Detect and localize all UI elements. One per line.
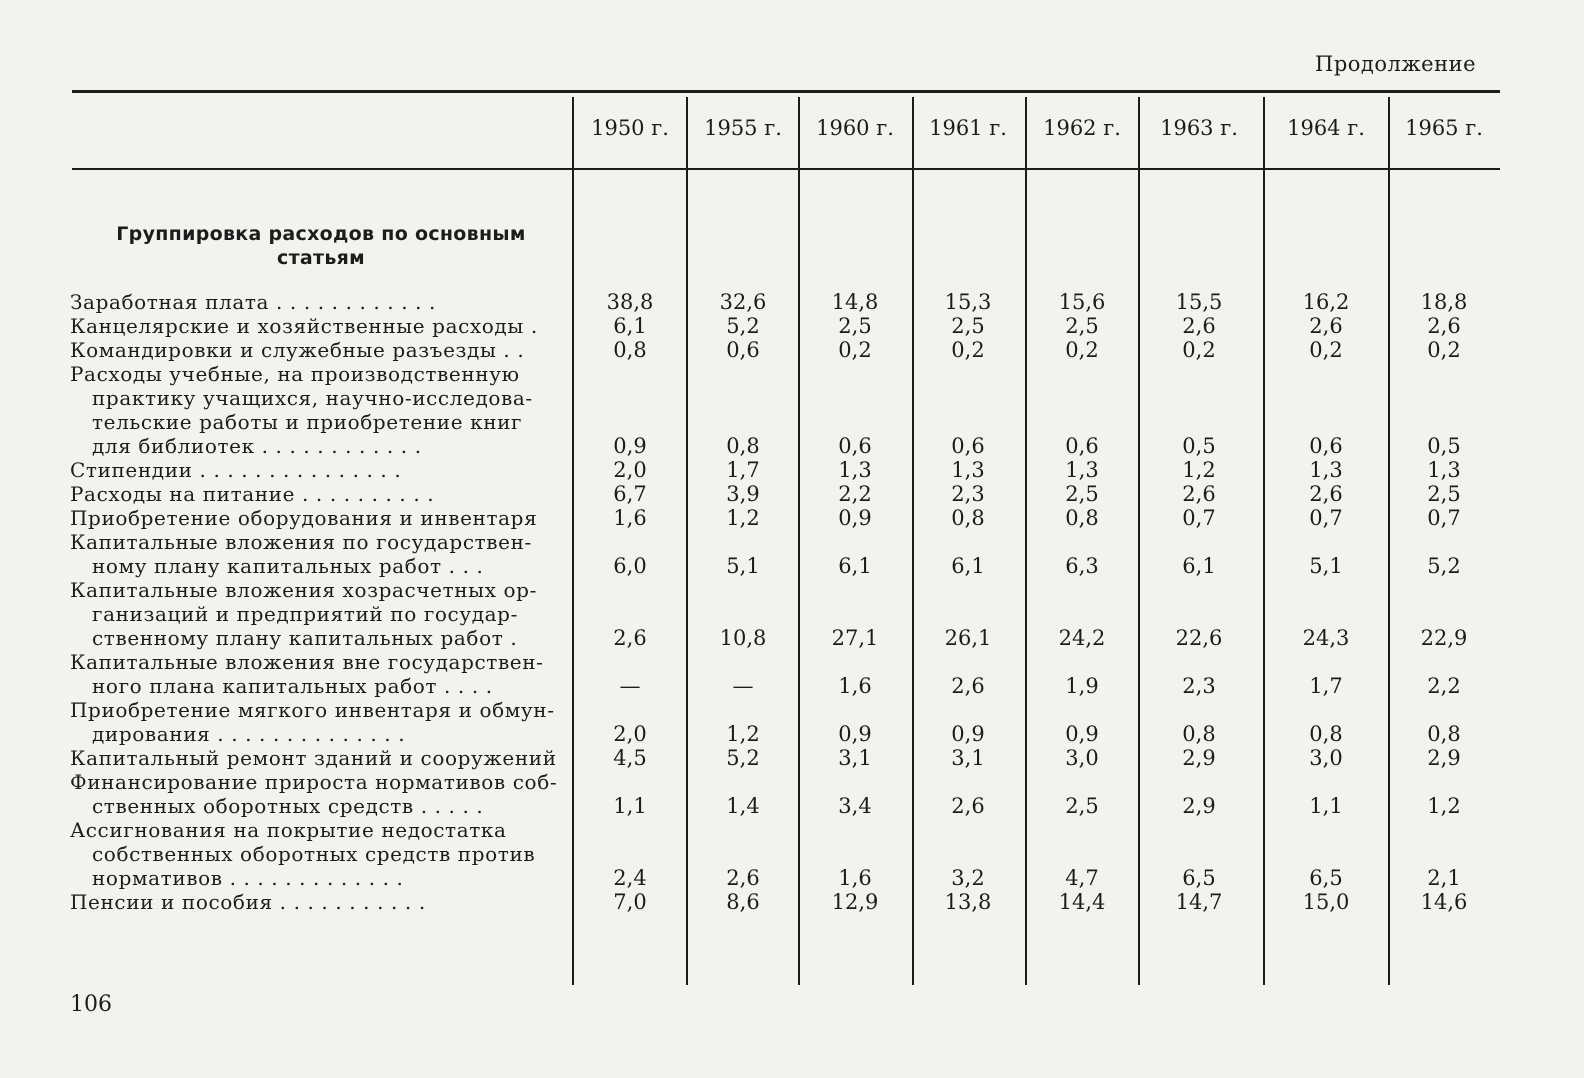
table-top-rule: [72, 90, 1500, 93]
column-divider: [1138, 97, 1140, 985]
row-label: [70, 362, 558, 458]
table-cell: 2,5: [838, 314, 872, 338]
row-label-line: дирования . . . . . . . . . . . . . .: [92, 722, 406, 746]
table-cell: 2,2: [1427, 674, 1461, 698]
table-cell: 3,2: [951, 866, 985, 890]
table-cell: 24,3: [1302, 626, 1350, 650]
table-cell: 5,1: [1309, 554, 1343, 578]
table-cell: 0,6: [1309, 434, 1343, 458]
table-cell: 0,9: [1065, 722, 1099, 746]
table-cell: 5,2: [1427, 554, 1461, 578]
table-cell: 1,7: [1309, 674, 1343, 698]
table-cell: 14,6: [1420, 890, 1468, 914]
table-cell: 0,9: [838, 506, 872, 530]
table-cell: 2,6: [1309, 314, 1343, 338]
row-label-line: собственных оборотных средств против: [92, 842, 536, 866]
column-divider: [912, 97, 914, 985]
row-label: [70, 530, 558, 578]
table-cell: 12,9: [831, 890, 879, 914]
table-cell: 0,2: [1065, 338, 1099, 362]
table-cell: 0,6: [951, 434, 985, 458]
table-cell: 6,5: [1309, 866, 1343, 890]
table-cell: 6,0: [613, 554, 647, 578]
table-cell: 1,1: [613, 794, 647, 818]
table-cell: 1,3: [838, 458, 872, 482]
row-label: [70, 890, 558, 914]
table-cell: 2,3: [951, 482, 985, 506]
column-divider: [686, 97, 688, 985]
row-label-line: ганизаций и предприятий по государ-: [92, 602, 518, 626]
row-label-line: Приобретение мягкого инвентаря и обмун-: [70, 698, 555, 722]
table-cell: 2,6: [1309, 482, 1343, 506]
year-header: 1964 г.: [1287, 116, 1365, 140]
table-cell: 5,1: [726, 554, 760, 578]
header-bottom-rule: [72, 168, 1500, 170]
table-cell: 2,9: [1427, 746, 1461, 770]
table-cell: 3,0: [1065, 746, 1099, 770]
row-label-line: Капитальный ремонт зданий и сооружений: [70, 746, 557, 770]
year-header: 1965 г.: [1405, 116, 1483, 140]
table-cell: 4,5: [613, 746, 647, 770]
table-cell: 2,9: [1182, 746, 1216, 770]
table-cell: 14,4: [1058, 890, 1106, 914]
year-header: 1961 г.: [929, 116, 1007, 140]
row-label: [70, 506, 558, 530]
table-cell: 1,2: [726, 506, 760, 530]
table-cell: 1,2: [1182, 458, 1216, 482]
table-cell: 0,7: [1309, 506, 1343, 530]
table-cell: 27,1: [831, 626, 879, 650]
row-label-line: Заработная плата . . . . . . . . . . . .: [70, 290, 437, 314]
table-cell: 0,6: [726, 338, 760, 362]
table-cell: 0,8: [1065, 506, 1099, 530]
table-cell: 26,1: [944, 626, 992, 650]
table-cell: 2,5: [1427, 482, 1461, 506]
row-label: [70, 482, 558, 506]
table-cell: 22,9: [1420, 626, 1468, 650]
row-label: [70, 578, 558, 650]
table-cell: 1,6: [838, 866, 872, 890]
table-cell: 2,6: [1427, 314, 1461, 338]
table-cell: 3,1: [838, 746, 872, 770]
row-label-line: нормативов . . . . . . . . . . . . .: [92, 866, 404, 890]
row-label-line: Финансирование прироста нормативов соб-: [70, 770, 558, 794]
table-cell: 1,6: [838, 674, 872, 698]
table-cell: 0,7: [1427, 506, 1461, 530]
row-label: [70, 338, 558, 362]
table-cell: 1,1: [1309, 794, 1343, 818]
column-divider: [1025, 97, 1027, 985]
table-cell: 2,3: [1182, 674, 1216, 698]
column-divider: [1263, 97, 1265, 985]
table-cell: 0,2: [1427, 338, 1461, 362]
table-cell: 2,5: [1065, 314, 1099, 338]
table-cell: 16,2: [1302, 290, 1350, 314]
table-cell: 0,8: [726, 434, 760, 458]
row-label-line: Капитальные вложения хозрасчетных ор-: [70, 578, 537, 602]
table-cell: 0,2: [951, 338, 985, 362]
table-cell: 2,6: [613, 626, 647, 650]
table-cell: 14,8: [831, 290, 879, 314]
row-label-line: ственному плану капитальных работ .: [92, 626, 518, 650]
table-cell: 6,1: [1182, 554, 1216, 578]
row-label-line: Пенсии и пособия . . . . . . . . . . .: [70, 890, 426, 914]
table-cell: 2,2: [838, 482, 872, 506]
year-header: 1962 г.: [1043, 116, 1121, 140]
table-cell: 10,8: [719, 626, 767, 650]
table-cell: 15,5: [1175, 290, 1223, 314]
table-cell: 0,8: [1182, 722, 1216, 746]
row-label-line: Приобретение оборудования и инвентаря: [70, 506, 538, 530]
table-cell: 6,1: [613, 314, 647, 338]
table-cell: 0,7: [1182, 506, 1216, 530]
row-label-line: ному плану капитальных работ . . .: [92, 554, 484, 578]
row-label: [70, 290, 558, 314]
table-cell: 1,7: [726, 458, 760, 482]
table-cell: 1,3: [951, 458, 985, 482]
row-label-line: Расходы на питание . . . . . . . . . .: [70, 482, 435, 506]
table-cell: 24,2: [1058, 626, 1106, 650]
table-cell: 5,2: [726, 314, 760, 338]
column-divider: [798, 97, 800, 985]
row-label-line: Ассигнования на покрытие недостатка: [70, 818, 507, 842]
table-cell: 0,8: [1309, 722, 1343, 746]
table-cell: 4,7: [1065, 866, 1099, 890]
table-cell: 0,5: [1427, 434, 1461, 458]
table-cell: 32,6: [719, 290, 767, 314]
table-cell: 1,9: [1065, 674, 1099, 698]
table-cell: 2,6: [951, 794, 985, 818]
table-cell: 0,6: [1065, 434, 1099, 458]
row-label-line: Командировки и служебные разъезды . .: [70, 338, 525, 362]
table-cell: 2,1: [1427, 866, 1461, 890]
table-cell: 0,9: [838, 722, 872, 746]
row-label-line: ного плана капитальных работ . . . .: [92, 674, 493, 698]
column-divider: [572, 97, 574, 985]
table-cell: 3,1: [951, 746, 985, 770]
table-cell: 2,6: [951, 674, 985, 698]
table-cell: 3,0: [1309, 746, 1343, 770]
table-cell: 5,2: [726, 746, 760, 770]
continuation-label: Продолжение: [1315, 52, 1476, 76]
table-cell: 2,0: [613, 722, 647, 746]
table-cell: 1,2: [1427, 794, 1461, 818]
table-cell: 2,4: [613, 866, 647, 890]
row-label-line: практику учащихся, научно-исследова-: [92, 386, 533, 410]
table-cell: 13,8: [944, 890, 992, 914]
table-cell: 1,3: [1309, 458, 1343, 482]
row-label: [70, 818, 558, 890]
table-cell: 6,1: [951, 554, 985, 578]
year-header: 1963 г.: [1160, 116, 1238, 140]
table-cell: 15,0: [1302, 890, 1350, 914]
table-cell: 2,0: [613, 458, 647, 482]
table-cell: 0,2: [838, 338, 872, 362]
row-label-line: ственных оборотных средств . . . . .: [92, 794, 484, 818]
section-heading: Группировка расходов по основным статьям: [116, 223, 526, 269]
table-cell: 0,8: [951, 506, 985, 530]
table-cell: 22,6: [1175, 626, 1223, 650]
table-cell: 3,9: [726, 482, 760, 506]
row-label: [70, 458, 558, 482]
table-cell: 6,7: [613, 482, 647, 506]
table-cell: 1,6: [613, 506, 647, 530]
table-cell: 1,3: [1427, 458, 1461, 482]
table-cell: 2,6: [1182, 314, 1216, 338]
table-cell: 2,5: [951, 314, 985, 338]
table-cell: 2,6: [726, 866, 760, 890]
table-cell: 6,1: [838, 554, 872, 578]
table-cell: 1,2: [726, 722, 760, 746]
row-label-line: Капитальные вложения по государствен-: [70, 530, 532, 554]
table-cell: 1,3: [1065, 458, 1099, 482]
row-label-line: Капитальные вложения вне государствен-: [70, 650, 544, 674]
year-header: 1960 г.: [816, 116, 894, 140]
row-label-line: для библиотек . . . . . . . . . . . .: [92, 434, 422, 458]
table-cell: 8,6: [726, 890, 760, 914]
table-cell: 6,3: [1065, 554, 1099, 578]
table-cell: 3,4: [838, 794, 872, 818]
table-cell: 2,6: [1182, 482, 1216, 506]
table-cell: —: [619, 674, 641, 698]
table-cell: 2,5: [1065, 482, 1099, 506]
year-header: 1950 г.: [591, 116, 669, 140]
row-label-line: Расходы учебные, на производственную: [70, 362, 520, 386]
row-label: [70, 746, 558, 770]
table-cell: 0,2: [1309, 338, 1343, 362]
row-label-line: Канцелярские и хозяйственные расходы .: [70, 314, 538, 338]
row-label: [70, 314, 558, 338]
row-label-line: Стипендии . . . . . . . . . . . . . . .: [70, 458, 402, 482]
table-cell: 0,8: [1427, 722, 1461, 746]
table-cell: 14,7: [1175, 890, 1223, 914]
row-label: [70, 770, 558, 818]
table-cell: 0,9: [951, 722, 985, 746]
row-label: [70, 698, 558, 746]
table-cell: 1,4: [726, 794, 760, 818]
year-header: 1955 г.: [704, 116, 782, 140]
row-label-line: тельские работы и приобретение книг: [92, 410, 523, 434]
table-cell: 0,5: [1182, 434, 1216, 458]
table-cell: 7,0: [613, 890, 647, 914]
table-cell: 2,9: [1182, 794, 1216, 818]
table-cell: 0,8: [613, 338, 647, 362]
table-cell: 15,6: [1058, 290, 1106, 314]
column-divider: [1388, 97, 1390, 985]
table-cell: 18,8: [1420, 290, 1468, 314]
table-cell: 0,6: [838, 434, 872, 458]
page-number: 106: [70, 992, 112, 1017]
row-label: [70, 650, 558, 698]
table-cell: 0,9: [613, 434, 647, 458]
table-cell: 15,3: [944, 290, 992, 314]
table-cell: 6,5: [1182, 866, 1216, 890]
table-cell: 2,5: [1065, 794, 1099, 818]
table-cell: —: [732, 674, 754, 698]
table-cell: 38,8: [606, 290, 654, 314]
table-cell: 0,2: [1182, 338, 1216, 362]
